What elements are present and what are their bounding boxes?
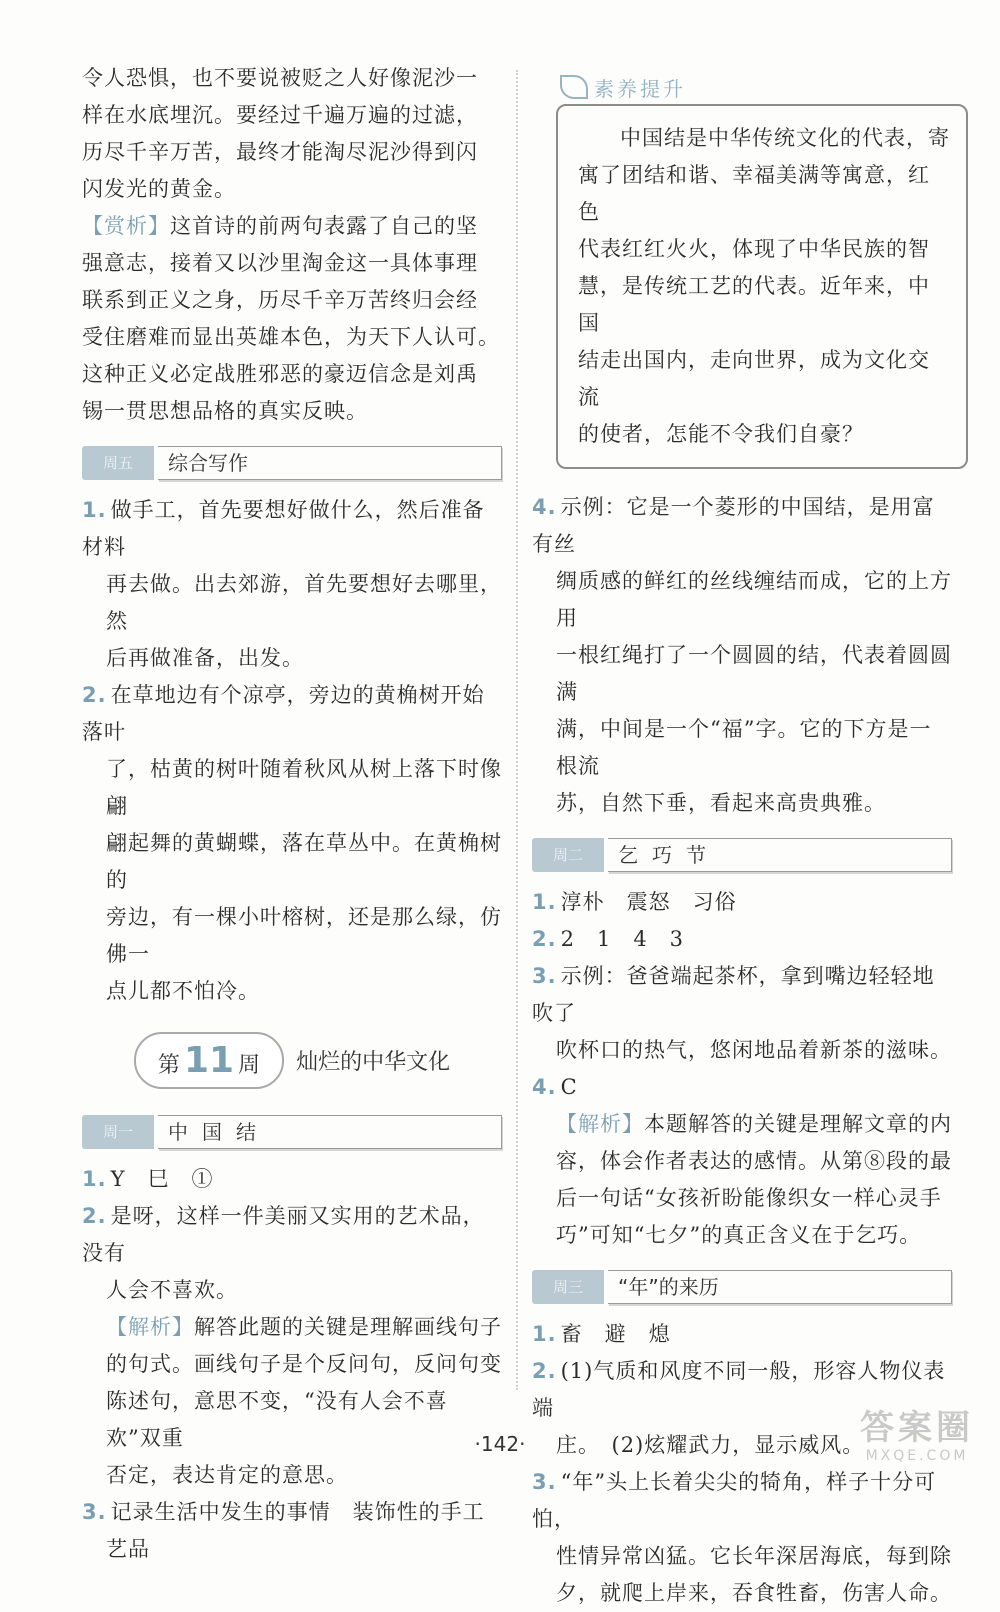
text-line: 艺品: [106, 1537, 150, 1561]
text-line: 令人恐惧，也不要说被贬之人好像泥沙一: [82, 66, 478, 90]
section-badge: 周三: [532, 1270, 604, 1304]
text-line: 翩起舞的黄蝴蝶，落在草丛中。在黄桷树的: [106, 831, 502, 892]
answer-item: [532, 884, 952, 921]
text-line: 后一句话“女孩祈盼能像织女一样心灵手: [556, 1186, 942, 1210]
analysis-tag: 【赏析】: [82, 214, 170, 238]
literacy-box: [556, 104, 968, 469]
page-number: ·142·: [474, 1432, 526, 1456]
section-badge: 周二: [532, 838, 604, 872]
text-line: C: [560, 1075, 578, 1099]
right-column: [532, 72, 952, 1612]
column-divider: [516, 70, 518, 1390]
item-number: 2.: [532, 927, 557, 951]
section-badge: 周五: [82, 446, 154, 480]
site-watermark: [842, 1408, 992, 1478]
section-title: 综合写作: [158, 446, 502, 480]
text-line: 在草地边有个凉亭，旁边的黄桷树开始落叶: [82, 683, 485, 744]
text-line: 2 1 4 3: [560, 927, 685, 951]
text-line: 旁边，有一棵小叶榕树，还是那么绿，仿佛一: [106, 905, 502, 966]
text-line: 淳朴 震怒 习俗: [560, 890, 737, 914]
text-line: 再去做。出去郊游，首先要想好去哪里，然: [106, 572, 502, 633]
text-line: 畜 避 熄: [560, 1322, 671, 1346]
text-line: 锡一贯思想品格的真实反映。: [82, 399, 368, 423]
text-line: 本题解答的关键是理解文章的内: [644, 1112, 952, 1136]
item-number: 4.: [532, 1075, 557, 1099]
appreciation-paragraph: [82, 208, 502, 430]
item-number: 1.: [532, 890, 557, 914]
text-line: 点儿都不怕冷。: [106, 979, 260, 1003]
item-number: 1.: [82, 498, 107, 522]
text-line: 满，中间是一个“福”字。它的下方是一根流: [556, 717, 932, 778]
text-line: 否定，表达肯定的意思。: [106, 1463, 348, 1487]
text-line: 人会不喜欢。: [106, 1278, 238, 1302]
text-line: 强意志，接着又以沙里淘金这一具体事理: [82, 251, 478, 275]
text-line: 绸质感的鲜红的丝线缠结而成，它的上方用: [556, 569, 952, 630]
week-prefix: 第: [157, 1053, 180, 1078]
text-line: 做手工，首先要想好做什么，然后准备材料: [82, 498, 485, 559]
text-line: 样在水底埋沉。要经过千遍万遍的过滤，: [82, 103, 478, 127]
answer-item: [82, 1494, 502, 1568]
item-number: 3.: [532, 1470, 557, 1494]
text-line: 示例：它是一个菱形的中国结，是用富有丝: [532, 495, 935, 556]
section-title: 乞巧节: [608, 838, 952, 872]
text-line: 寓了团结和谐、幸福美满等寓意，红色: [578, 163, 930, 224]
text-line: 解答此题的关键是理解画线句子: [194, 1315, 502, 1339]
week-label: [134, 1032, 284, 1089]
text-line: 是呀，这样一件美丽又实用的艺术品，没有: [82, 1204, 485, 1265]
item-number: 2.: [82, 683, 107, 707]
text-line: 的使者，怎能不令我们自豪？: [578, 422, 864, 446]
section-header-qiqiao: [532, 838, 952, 872]
literacy-label: [560, 72, 952, 102]
item-number: 3.: [82, 1500, 107, 1524]
analysis-paragraph: [532, 1106, 952, 1254]
section-header-chinese-knot: [82, 1115, 502, 1149]
text-line: “年”头上长着尖尖的犄角，样子十分可怕，: [532, 1470, 937, 1531]
text-line: 巧”可知“七夕”的真正含义在于乞巧。: [556, 1223, 922, 1247]
section-title: 中国结: [158, 1115, 502, 1149]
text-line: 后再做准备，出发。: [106, 646, 304, 670]
answer-item: [532, 958, 952, 1069]
text-line: 吹杯口的热气，悠闲地品着新茶的滋味。: [556, 1038, 952, 1062]
text-line: 闪发光的黄金。: [82, 177, 236, 201]
section-header-nian: [532, 1270, 952, 1304]
item-number: 2.: [82, 1204, 107, 1228]
text-line: 联系到正义之身，历尽千辛万苦终归会经: [82, 288, 478, 312]
week-banner: [82, 1032, 502, 1089]
intro-paragraph: [82, 60, 502, 208]
watermark-logo: 答案圈: [860, 1408, 974, 1448]
text-line: 代表红红火火，体现了中华民族的智: [578, 237, 930, 261]
week-suffix: 周: [238, 1053, 261, 1078]
answer-item: [532, 1069, 952, 1106]
item-number: 2.: [532, 1359, 557, 1383]
answer-item: [82, 492, 502, 677]
literacy-label-text: 素养提升: [594, 76, 686, 101]
text-line: 历尽千辛万苦，最终才能淘尽泥沙得到闪: [82, 140, 478, 164]
answer-item: [82, 677, 502, 1010]
left-column: [82, 60, 502, 1568]
text-line: 一根红绳打了一个圆圆的结，代表着圆圆满: [556, 643, 952, 704]
text-line: 慧，是传统工艺的代表。近年来，中国: [578, 274, 930, 335]
text-line: 苏，自然下垂，看起来高贵典雅。: [556, 791, 886, 815]
leaf-icon: [560, 75, 588, 99]
section-badge: 周一: [82, 1115, 154, 1149]
item-number: 4.: [532, 495, 557, 519]
text-line: 容，体会作者表达的感情。从第⑧段的最: [556, 1149, 952, 1173]
text-line: 示例：爸爸端起茶杯，拿到嘴边轻轻地吹了: [532, 964, 935, 1025]
analysis-paragraph: [82, 1309, 502, 1494]
item-number: 1.: [82, 1167, 107, 1191]
week-title: 灿烂的中华文化: [296, 1050, 451, 1075]
text-line: 这种正义必定战胜邪恶的豪迈信念是刘禹: [82, 362, 478, 386]
section-title: “年”的来历: [608, 1270, 952, 1304]
answer-item: [532, 1316, 952, 1353]
watermark-url: MXQE.COM: [865, 1448, 969, 1464]
section-header-writing: [82, 446, 502, 480]
text-line: 这首诗的前两句表露了自己的坚: [170, 214, 478, 238]
text-line: 中国结是中华传统文化的代表，寄: [620, 126, 950, 150]
text-line: 性情异常凶猛。它长年深居海底，每到除: [556, 1544, 952, 1568]
text-line: 夕，就爬上岸来，吞食牲畜，伤害人命。: [556, 1581, 952, 1605]
analysis-tag: 【解析】: [106, 1315, 194, 1339]
answer-item: [532, 921, 952, 958]
text-line: 陈述句，意思不变，“没有人会不喜欢”双重: [106, 1389, 448, 1450]
text-line: 的句式。画线句子是个反问句，反问句变: [106, 1352, 502, 1376]
item-number: 1.: [532, 1322, 557, 1346]
text-line: (1)气质和风度不同一般，形容人物仪表端: [532, 1359, 946, 1420]
text-line: 庄。 (2)炫耀武力，显示威风。: [556, 1433, 865, 1457]
text-line: 了，枯黄的树叶随着秋风从树上落下时像翩: [106, 757, 502, 818]
text-line: 结走出国内，走向世界，成为文化交流: [578, 348, 930, 409]
answer-item: [532, 489, 952, 822]
answer-item: [532, 1464, 952, 1612]
answer-item: [82, 1161, 502, 1198]
text-line: 受住磨难而显出英雄本色，为天下人认可。: [82, 325, 500, 349]
week-number: 11: [183, 1040, 235, 1081]
text-line: Y 巳 ①: [110, 1167, 214, 1191]
text-line: 记录生活中发生的事情 装饰性的手工: [110, 1500, 485, 1524]
answer-item: [82, 1198, 502, 1309]
item-number: 3.: [532, 964, 557, 988]
analysis-tag: 【解析】: [556, 1112, 644, 1136]
